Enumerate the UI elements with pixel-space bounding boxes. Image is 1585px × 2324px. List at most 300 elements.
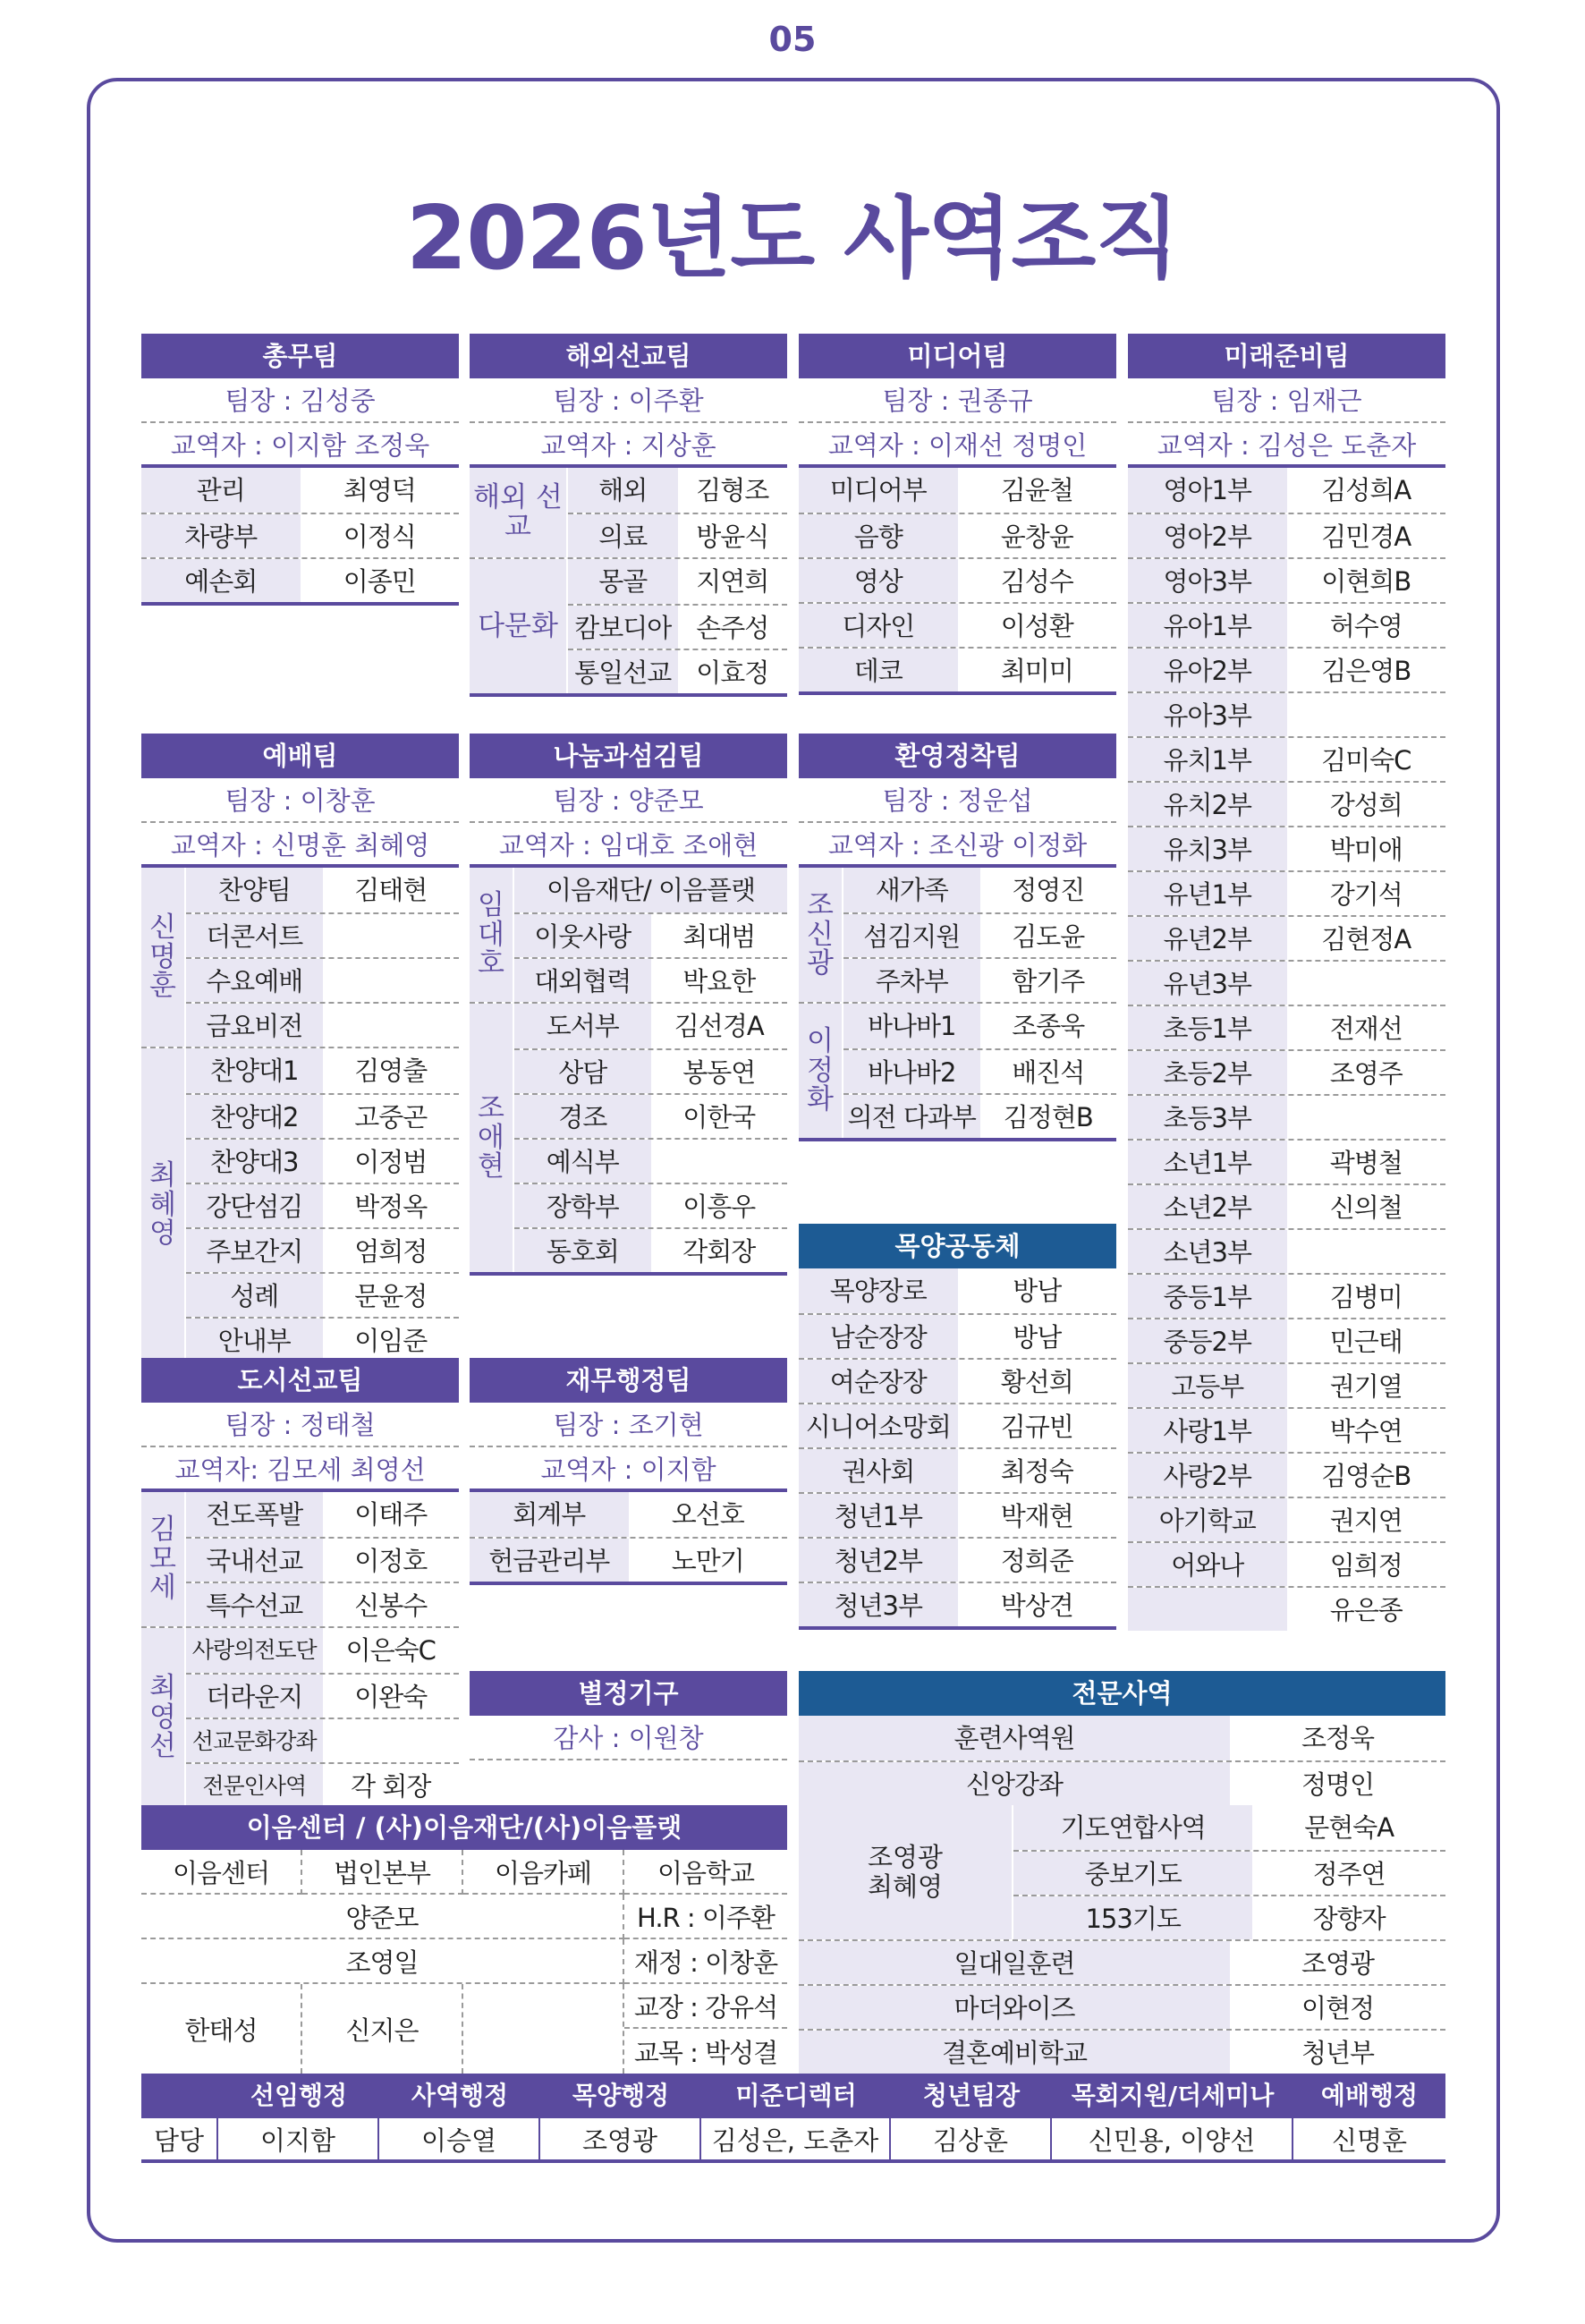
- dept-cell: 마더와이즈: [799, 1986, 1230, 2029]
- team-leader: 팀장 : 정태철: [141, 1403, 459, 1447]
- team-pastors: 교역자 : 조신광 이정화: [799, 823, 1116, 868]
- person-cell: 박요한: [682, 966, 756, 997]
- dept-cell: 영아3부: [1128, 559, 1287, 602]
- person-cell: 김은영B: [1321, 656, 1411, 686]
- group: [799, 1002, 1116, 1138]
- group-label: 최혜영: [141, 1048, 186, 1361]
- person-cell: 김영순B: [1321, 1461, 1411, 1491]
- person-cell: 김윤철: [1000, 475, 1073, 505]
- person-cell: 김선경A: [674, 1011, 764, 1041]
- person-cell: 이임준: [354, 1326, 428, 1356]
- person-cell: 이정호: [354, 1546, 428, 1576]
- table-row: [186, 912, 459, 957]
- table-row: [1128, 781, 1445, 826]
- table-row: [514, 912, 787, 957]
- dept-cell: 의전 다과부: [843, 1095, 980, 1138]
- person-cell: 김태현: [354, 875, 428, 905]
- table-row: [470, 1537, 787, 1582]
- team-mokyang: [799, 1224, 1116, 1630]
- person-cell: 강성희: [1329, 790, 1403, 820]
- dept-cell: 중등1부: [1128, 1275, 1287, 1318]
- table-row: [514, 957, 787, 1002]
- person-cell: [1287, 693, 1446, 736]
- team-rows: [470, 468, 787, 697]
- person-cell: [323, 1004, 460, 1047]
- person-cell: 박정옥: [354, 1192, 428, 1222]
- table-row: [1128, 1497, 1445, 1541]
- team-leader: 팀장 : 김성중: [141, 378, 459, 423]
- eum-col-center: 이음센터: [141, 1850, 302, 1895]
- table-row: [799, 1313, 1116, 1358]
- person-cell: 이태주: [354, 1499, 428, 1530]
- table-row: [514, 1093, 787, 1138]
- person-cell: 정희준: [1000, 1546, 1073, 1576]
- person-cell: 지연희: [696, 566, 769, 597]
- dept-cell: 유년1부: [1128, 872, 1287, 915]
- eum-school-role: 교장 : 강유석: [624, 1984, 787, 2029]
- dept-cell: 도서부: [514, 1004, 651, 1048]
- admin-header: 목회지원/더세미나: [1071, 2081, 1275, 2110]
- dept-cell: 153기도: [1013, 1896, 1252, 1939]
- table-row: [1013, 1850, 1445, 1895]
- table-row: [186, 1582, 459, 1626]
- team-leader: 팀장 : 양준모: [470, 778, 787, 823]
- table-row: [799, 1760, 1445, 1805]
- dept-cell: 주보간지: [186, 1229, 323, 1272]
- table-row: [1128, 647, 1445, 691]
- person-cell: 유은종: [1329, 1595, 1403, 1625]
- dept-cell: 영아2부: [1128, 514, 1287, 557]
- dept-cell: 찬양대1: [186, 1048, 323, 1093]
- team-rows: [470, 1492, 787, 1585]
- dept-cell: 강단섬김: [186, 1184, 323, 1227]
- dept-cell: 몽골: [568, 559, 678, 604]
- dept-cell: 기도연합사역: [1013, 1805, 1252, 1850]
- team-header: 목양공동체: [799, 1224, 1116, 1268]
- table-row: [1128, 468, 1445, 513]
- dept-cell: 청년2부: [799, 1539, 958, 1582]
- person-cell: 고중곤: [354, 1102, 428, 1132]
- team-leader: 팀장 : 임재근: [1128, 378, 1445, 423]
- table-row: [514, 1183, 787, 1227]
- admin-header: 청년팀장: [922, 2081, 1021, 2110]
- table-row: [799, 647, 1116, 691]
- person-cell: 김성수: [1000, 566, 1073, 597]
- team-pastors: 교역자 : 이지함: [470, 1447, 787, 1492]
- team-jeonmun: [799, 1671, 1445, 2077]
- dept-cell: 국내선교: [186, 1539, 323, 1582]
- person-cell: 이현희B: [1321, 566, 1411, 597]
- dept-cell: 사랑1부: [1128, 1409, 1287, 1452]
- dept-cell: 안내부: [186, 1319, 323, 1361]
- team-rows: [799, 1716, 1445, 2077]
- group: [141, 1047, 459, 1361]
- table-row: [186, 1628, 459, 1673]
- person-cell: 박수연: [1329, 1416, 1403, 1446]
- team-header: 미래준비팀: [1128, 334, 1445, 378]
- table-row: [843, 1048, 1116, 1093]
- table-row: [514, 1227, 787, 1272]
- table-row: [799, 602, 1116, 647]
- table-row: [186, 1227, 459, 1272]
- dept-cell: 통일선교: [568, 650, 678, 693]
- group: [470, 468, 787, 557]
- group-label: 이정화: [799, 1004, 843, 1138]
- table-row: [1128, 1273, 1445, 1318]
- dept-cell: 예식부: [514, 1140, 651, 1183]
- person-cell: [1287, 1096, 1446, 1139]
- dept-cell: 유치3부: [1128, 827, 1287, 870]
- admin-header: 목양행정: [572, 2081, 670, 2110]
- table-row: [799, 1716, 1445, 1760]
- dept-cell: 찬양대2: [186, 1095, 323, 1138]
- person-cell: 이성환: [1000, 611, 1073, 641]
- table-row: [568, 649, 787, 693]
- dept-cell: 어와나: [1128, 1543, 1287, 1586]
- dept-cell: 수요예배: [186, 959, 323, 1002]
- person-cell: 김도윤: [1012, 921, 1085, 952]
- table-row: [799, 2029, 1445, 2074]
- dept-cell: 찬양대3: [186, 1140, 323, 1183]
- eum-school-role: 재정 : 이창훈: [624, 1939, 787, 1984]
- dept-cell: 중보기도: [1013, 1852, 1252, 1895]
- person-cell: 정영진: [1012, 875, 1085, 905]
- dept-cell: 유년3부: [1128, 962, 1287, 1005]
- table-row: [568, 513, 787, 557]
- table-row: [186, 1718, 459, 1762]
- table-row: [186, 1093, 459, 1138]
- dept-cell: 여순장장: [799, 1360, 958, 1403]
- table-row: [186, 1002, 459, 1047]
- admin-header: 미준디렉터: [735, 2081, 857, 2110]
- dept-cell: 의료: [568, 514, 678, 557]
- auditor-label: 감사 : 이원창: [470, 1716, 787, 1760]
- team-header: 예배팀: [141, 734, 459, 778]
- team-pastors: 교역자 : 임대호 조애현: [470, 823, 787, 868]
- person-cell: [1287, 1230, 1446, 1273]
- dept-cell: 찬양팀: [186, 868, 323, 912]
- table-row: [141, 513, 459, 557]
- team-rows: [1128, 468, 1445, 1631]
- dept-cell: 유아1부: [1128, 604, 1287, 647]
- dept-cell: 해외: [568, 468, 678, 513]
- table-row: [186, 1183, 459, 1227]
- dept-cell: 이웃사랑: [514, 914, 651, 957]
- person-cell: 이종민: [343, 566, 416, 597]
- person-cell: 청년부: [1301, 2038, 1375, 2068]
- table-row: [843, 912, 1116, 957]
- person-cell: 이정식: [343, 522, 416, 552]
- dept-cell: 더콘서트: [186, 914, 323, 957]
- person-cell: 방윤식: [696, 522, 769, 552]
- person-cell: 전재선: [1329, 1014, 1403, 1044]
- person-cell: 황선희: [1000, 1367, 1073, 1397]
- dept-cell: 사랑2부: [1128, 1454, 1287, 1497]
- table-row: [1128, 602, 1445, 647]
- dept-cell: 유년2부: [1128, 917, 1287, 960]
- dept-cell: 유치2부: [1128, 783, 1287, 826]
- team-header: 총무팀: [141, 334, 459, 378]
- table-row: [470, 1492, 787, 1537]
- group-label: 신명훈: [141, 868, 186, 1047]
- team-header: 별정기구: [470, 1671, 787, 1716]
- admin-value-row: [141, 2118, 1445, 2163]
- admin-value: 김성은, 도춘자: [701, 2118, 891, 2159]
- table-row: [1128, 870, 1445, 915]
- team-leader: 팀장 : 권종규: [799, 378, 1116, 423]
- dept-cell: 남순장장: [799, 1315, 958, 1358]
- admin-value: 이지함: [218, 2118, 379, 2159]
- table-row: [186, 1537, 459, 1582]
- team-leader: 팀장 : 이주환: [470, 378, 787, 423]
- team-leader: 팀장 : 정운섭: [799, 778, 1116, 823]
- team-leader: 팀장 : 이창훈: [141, 778, 459, 823]
- dept-cell: 초등1부: [1128, 1006, 1287, 1049]
- eum-grid: [141, 1850, 787, 2077]
- team-header: 재무행정팀: [470, 1358, 787, 1403]
- table-row: [799, 1447, 1116, 1492]
- dept-cell: 사랑의전도단: [186, 1628, 323, 1673]
- dept-cell: 성례: [186, 1274, 323, 1317]
- eum-col-hq: 법인본부: [302, 1850, 463, 1895]
- person-cell: 방남: [1013, 1276, 1062, 1306]
- person-cell: [651, 1140, 788, 1183]
- admin-value: 이승열: [379, 2118, 540, 2159]
- person-cell: 김정현B: [1003, 1102, 1093, 1132]
- table-row: [186, 957, 459, 1002]
- table-row: [141, 468, 459, 513]
- person-cell: 각회장: [682, 1236, 756, 1267]
- person-cell: 조정욱: [1301, 1723, 1375, 1753]
- person-cell: 이완숙: [354, 1682, 428, 1712]
- group-label: 해외 선교: [470, 468, 568, 557]
- person-cell: [323, 959, 460, 1002]
- person-cell: 이은숙C: [345, 1635, 436, 1666]
- group-label: 다문화: [470, 559, 568, 693]
- table-row: [1128, 1452, 1445, 1497]
- dept-cell: 아기학교: [1128, 1498, 1287, 1541]
- group: [470, 868, 787, 1002]
- team-header: 해외선교팀: [470, 334, 787, 378]
- dept-cell: 상담: [514, 1050, 651, 1093]
- table-row: [799, 1358, 1116, 1403]
- table-row: [514, 1048, 787, 1093]
- person-cell: 봉동연: [682, 1057, 756, 1088]
- dept-cell: 대외협력: [514, 959, 651, 1002]
- dept-cell: 장학부: [514, 1184, 651, 1227]
- table-row: [1128, 1183, 1445, 1228]
- admin-value: 김상훈: [891, 2118, 1052, 2159]
- person-cell: 김미숙C: [1321, 745, 1411, 776]
- dept-cell: 이음재단/ 이음플랫: [514, 868, 787, 912]
- dept-cell: 음향: [799, 514, 958, 557]
- dept-cell: 경조: [514, 1095, 651, 1138]
- team-eum: [141, 1805, 787, 2077]
- person-cell: 김영출: [354, 1056, 428, 1086]
- person-cell: 김현정A: [1321, 924, 1411, 954]
- group: [470, 1002, 787, 1272]
- person-cell: 김성희A: [1321, 475, 1411, 505]
- team-jaemu: [470, 1358, 787, 1585]
- person-cell: 신봉수: [354, 1590, 428, 1621]
- dept-cell: 전도폭발: [186, 1492, 323, 1537]
- dept-cell: 유치1부: [1128, 738, 1287, 781]
- person-cell: 윤창윤: [1000, 522, 1073, 552]
- person-cell: 조영주: [1329, 1058, 1403, 1089]
- dept-cell: 일대일훈련: [799, 1941, 1230, 1984]
- group: [141, 1492, 459, 1626]
- table-row: [1128, 1049, 1445, 1094]
- team-media: [799, 334, 1116, 695]
- person-cell: 최영덕: [343, 475, 416, 505]
- person-cell: 함기주: [1012, 966, 1085, 997]
- dept-cell: 훈련사역원: [799, 1716, 1230, 1760]
- dept-cell: 헌금관리부: [470, 1539, 629, 1582]
- dept-cell: 더라운지: [186, 1675, 323, 1718]
- team-rows: [141, 868, 459, 1361]
- table-row: [141, 557, 459, 602]
- table-row: [1128, 1318, 1445, 1362]
- table-row: [799, 1582, 1116, 1626]
- team-rows: [141, 1492, 459, 1807]
- group-label: 조영광 최혜영: [799, 1805, 1013, 1939]
- dept-cell: 소년2부: [1128, 1185, 1287, 1228]
- person-cell: 문윤정: [354, 1281, 428, 1311]
- table-row: [799, 1984, 1445, 2029]
- person-cell: 정명인: [1301, 1769, 1375, 1800]
- team-yebae: [141, 734, 459, 1361]
- table-row: [843, 1004, 1116, 1048]
- dept-cell: 소년1부: [1128, 1141, 1287, 1183]
- table-row: [186, 1673, 459, 1718]
- dept-cell: 회계부: [470, 1492, 629, 1537]
- table-row: [1128, 513, 1445, 557]
- person-cell: [323, 914, 460, 957]
- dept-cell: 차량부: [141, 514, 301, 557]
- team-rows: [799, 468, 1116, 695]
- admin-header: 예배행정: [1320, 2081, 1419, 2110]
- table-row: [1128, 1228, 1445, 1273]
- page-title: 2026년도 사역조직: [406, 188, 1179, 290]
- person-cell: 박재현: [1000, 1501, 1073, 1531]
- dept-cell: 새가족: [843, 868, 980, 912]
- table-row: [799, 1537, 1116, 1582]
- table-row: [186, 1492, 459, 1537]
- dept-cell: 데코: [799, 649, 958, 691]
- page-number: 05: [768, 20, 817, 59]
- table-row: [568, 559, 787, 604]
- team-rows: [470, 868, 787, 1276]
- admin-table: [141, 2074, 1445, 2163]
- table-row: [186, 1272, 459, 1317]
- group: [799, 1805, 1445, 1939]
- table-row: [843, 868, 1116, 912]
- dept-cell: 유아3부: [1128, 693, 1287, 736]
- dept-cell: 초등2부: [1128, 1051, 1287, 1094]
- group: [141, 1626, 459, 1807]
- team-rows: [799, 868, 1116, 1141]
- table-row: [799, 1268, 1116, 1313]
- group-label: 최영선: [141, 1628, 186, 1807]
- dept-cell: 소년3부: [1128, 1230, 1287, 1273]
- dept-cell: 예손회: [141, 559, 301, 602]
- dept-cell: 섬김지원: [843, 914, 980, 957]
- team-rows: [799, 1268, 1116, 1630]
- admin-header-spacer: [141, 2074, 218, 2118]
- table-row: [1128, 960, 1445, 1005]
- person-cell: 정주연: [1312, 1859, 1386, 1889]
- dept-cell: 금요비전: [186, 1004, 323, 1047]
- table-row: [799, 1939, 1445, 1984]
- dept-cell: 주차부: [843, 959, 980, 1002]
- group: [141, 868, 459, 1047]
- person-cell: 임희정: [1329, 1550, 1403, 1581]
- person-cell: 조종욱: [1012, 1011, 1085, 1041]
- eum-col-school: 이음학교: [624, 1850, 787, 1895]
- table-row: [1128, 1541, 1445, 1586]
- table-row: [1013, 1895, 1445, 1939]
- admin-value: 조영광: [540, 2118, 701, 2159]
- person-cell: 최정숙: [1000, 1456, 1073, 1487]
- person-cell: 신의철: [1329, 1192, 1403, 1223]
- person-cell: [323, 1719, 460, 1762]
- dept-cell: 청년1부: [799, 1494, 958, 1537]
- person-cell: 손주성: [696, 613, 769, 643]
- dept-cell: 캄보디아: [568, 606, 678, 649]
- team-header: 환영정착팀: [799, 734, 1116, 778]
- dept-cell: 영상: [799, 559, 958, 602]
- table-row: [1128, 691, 1445, 736]
- team-pastors: 교역자 : 이재선 정명인: [799, 423, 1116, 468]
- team-dosi: [141, 1358, 459, 1807]
- group-label: 임대호: [470, 868, 514, 1002]
- table-row: [1128, 1586, 1445, 1631]
- group: [470, 557, 787, 693]
- person-cell: 박상견: [1000, 1590, 1073, 1621]
- admin-value: 신민용, 이양선: [1052, 2118, 1293, 2159]
- team-mirae: [1128, 334, 1445, 1631]
- group-label: 조신광: [799, 868, 843, 1002]
- dept-cell: 청년3부: [799, 1583, 958, 1626]
- dept-cell: 고등부: [1128, 1364, 1287, 1407]
- person-cell: 이현정: [1301, 1993, 1375, 2023]
- table-row: [568, 468, 787, 513]
- person-cell: 각 회장: [351, 1771, 431, 1802]
- person-cell: [1287, 962, 1446, 1005]
- person-cell: 최대범: [682, 921, 756, 952]
- eum-person: 양준모: [141, 1895, 624, 1939]
- team-pastors: 교역자: 김모세 최영선: [141, 1447, 459, 1492]
- table-row: [1128, 915, 1445, 960]
- person-cell: 장향자: [1312, 1904, 1386, 1934]
- team-header: 도시선교팀: [141, 1358, 459, 1403]
- group-label: 조애현: [470, 1004, 514, 1272]
- person-cell: 김형조: [696, 475, 769, 505]
- table-row: [799, 1403, 1116, 1447]
- person-cell: 박미애: [1329, 835, 1403, 865]
- person-cell: 이한국: [682, 1102, 756, 1132]
- admin-value: 신명훈: [1331, 2125, 1408, 2156]
- person-cell: 오선호: [671, 1499, 744, 1530]
- eum-school-role: 교목 : 박성결: [633, 2037, 778, 2068]
- dept-cell: 권사회: [799, 1449, 958, 1492]
- dept-cell: 유아2부: [1128, 649, 1287, 691]
- table-row: [186, 1317, 459, 1361]
- admin-header-row: [141, 2074, 1445, 2118]
- eum-person: 조영일: [141, 1939, 624, 1984]
- table-row: [1013, 1805, 1445, 1850]
- dept-cell: 관리: [141, 468, 301, 513]
